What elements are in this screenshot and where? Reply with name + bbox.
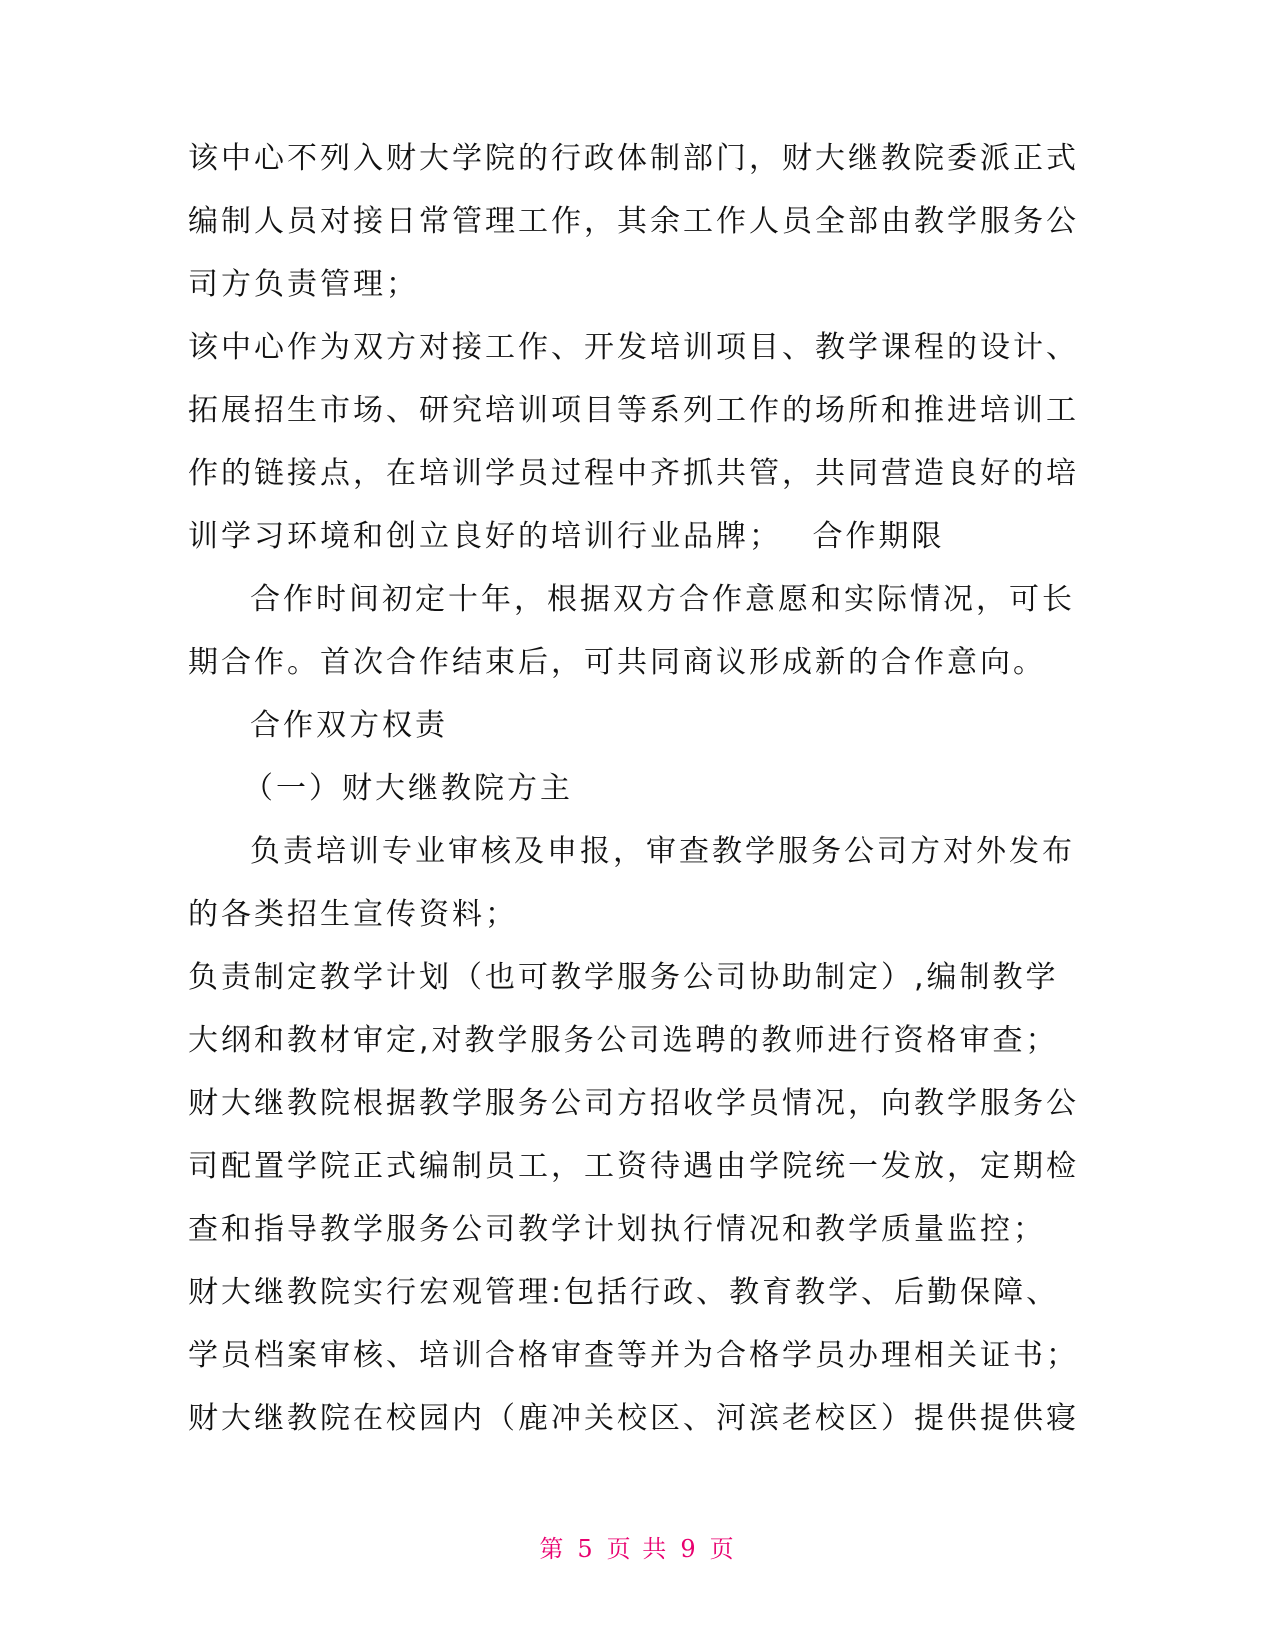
- footer-suffix: 页: [709, 1535, 736, 1563]
- body-line: 财大继教院根据教学服务公司方招收学员情况，向教学服务公: [188, 1086, 1079, 1121]
- footer-middle: 页 共: [606, 1535, 669, 1563]
- body-line: 学员档案审核、培训合格审查等并为合格学员办理相关证书；: [188, 1338, 1079, 1373]
- paragraph-first-line: 负责培训专业审核及申报，审查教学服务公司方对外发布: [250, 834, 1075, 869]
- body-line: 财大继教院实行宏观管理:包括行政、教育教学、后勤保障、: [188, 1275, 1060, 1310]
- footer-current-page: 5: [577, 1535, 595, 1563]
- body-line: 该中心作为双方对接工作、开发培训项目、教学课程的设计、: [188, 330, 1079, 365]
- body-line: 该中心不列入财大学院的行政体制部门，财大继教院委派正式: [188, 141, 1079, 176]
- body-line: 司方负责管理；: [188, 267, 419, 302]
- footer-prefix: 第: [539, 1535, 566, 1563]
- body-line: 训学习环境和创立良好的培训行业品牌； 合作期限: [188, 519, 945, 554]
- paragraph-first-line: 合作时间初定十年，根据双方合作意愿和实际情况，可长: [250, 582, 1075, 617]
- subsection-heading: （一）财大继教院方主: [243, 771, 573, 806]
- body-line: 查和指导教学服务公司教学计划执行情况和教学质量监控；: [188, 1212, 1046, 1247]
- body-line: 财大继教院在校园内（鹿冲关校区、河滨老校区）提供提供寝: [188, 1401, 1079, 1436]
- body-line: 拓展招生市场、研究培训项目等系列工作的场所和推进培训工: [188, 393, 1079, 428]
- page-number-footer: [0, 1529, 1275, 1564]
- footer-total-pages: 9: [680, 1535, 698, 1563]
- body-line: 大纲和教材审定,对教学服务公司选聘的教师进行资格审查；: [188, 1023, 1059, 1058]
- body-line: 作的链接点，在培训学员过程中齐抓共管，共同营造良好的培: [188, 456, 1079, 491]
- body-line: 司配置学院正式编制员工，工资待遇由学院统一发放，定期检: [188, 1149, 1079, 1184]
- body-line: 的各类招生宣传资料；: [188, 897, 518, 932]
- body-line: 期合作。首次合作结束后，可共同商议形成新的合作意向。: [188, 645, 1046, 680]
- body-line: 编制人员对接日常管理工作，其余工作人员全部由教学服务公: [188, 204, 1079, 239]
- section-heading: 合作双方权责: [250, 708, 448, 743]
- body-line: 负责制定教学计划（也可教学服务公司协助制定）,编制教学: [188, 960, 1059, 995]
